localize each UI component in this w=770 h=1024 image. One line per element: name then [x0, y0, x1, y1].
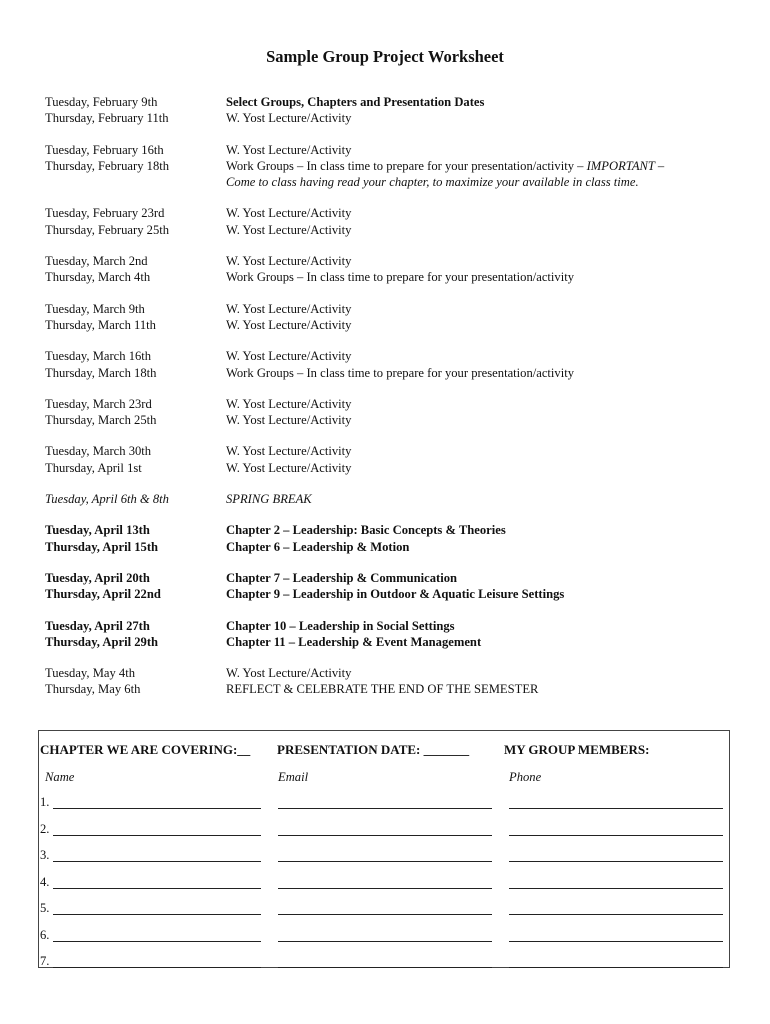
activity: W. Yost Lecture/Activity — [226, 413, 352, 428]
schedule-row — [45, 491, 745, 507]
schedule-row — [45, 618, 745, 651]
activity: W. Yost Lecture/Activity — [226, 254, 352, 269]
activity: Chapter 2 – Leadership: Basic Concepts & Theories — [226, 523, 506, 538]
activity: W. Yost Lecture/Activity — [226, 317, 352, 332]
member-row — [39, 848, 729, 864]
phone-blank[interactable] — [509, 808, 723, 809]
date: Tuesday, February 9th — [45, 95, 158, 109]
date: Tuesday, February 16th — [45, 142, 164, 157]
phone-blank[interactable] — [509, 835, 723, 836]
email-blank[interactable] — [278, 861, 492, 862]
schedule-row — [45, 301, 745, 334]
date: Tuesday, April 6th & 8th — [45, 492, 169, 507]
activity: Work Groups – In class time to prepare for your presentation/activity — [226, 270, 575, 285]
row-number: 5. — [40, 901, 50, 915]
activity: W. Yost Lecture/Activity — [226, 349, 352, 364]
date: Thursday, March 11th — [45, 317, 156, 332]
activity: W. Yost Lecture/Activity — [226, 444, 352, 459]
email-blank[interactable] — [278, 808, 492, 809]
name-blank[interactable] — [53, 888, 261, 889]
date: Thursday, March 18th — [45, 365, 157, 380]
email-blank[interactable] — [278, 888, 492, 889]
date: Thursday, February 18th — [45, 158, 170, 173]
activity: W. Yost Lecture/Activity — [226, 396, 352, 411]
group-members-form — [38, 730, 730, 968]
schedule-row — [45, 253, 745, 286]
row-number: 2. — [40, 821, 50, 836]
date: Thursday, March 4th — [45, 270, 151, 285]
schedule — [45, 94, 745, 713]
activity: SPRING BREAK — [226, 492, 312, 507]
member-row — [39, 901, 729, 917]
activity: Work Groups – In class time to prepare for your presentation/activity – — [226, 158, 587, 173]
name-column-label: Name — [45, 770, 75, 784]
phone-blank[interactable] — [509, 888, 723, 889]
chapter-label: CHAPTER WE ARE COVERING:__ — [40, 742, 251, 757]
date: Tuesday, March 2nd — [45, 254, 148, 269]
date: Tuesday, April 27th — [45, 618, 150, 633]
name-blank[interactable] — [53, 808, 261, 809]
phone-blank[interactable] — [509, 914, 723, 915]
phone-column-label: Phone — [509, 770, 542, 784]
date: Thursday, February 25th — [45, 222, 170, 237]
member-row — [39, 928, 729, 944]
activity: Chapter 10 – Leadership in Social Settings — [226, 618, 455, 633]
row-number: 7. — [40, 954, 50, 968]
activity: REFLECT & CELEBRATE THE END OF THE SEMESTER — [226, 682, 539, 697]
member-row — [39, 822, 729, 838]
activity: W. Yost Lecture/Activity — [226, 666, 352, 681]
activity: Chapter 11 – Leadership & Event Management — [226, 634, 482, 649]
date: Thursday, May 6th — [45, 682, 141, 697]
activity: Chapter 6 – Leadership & Motion — [226, 539, 410, 554]
email-blank[interactable] — [278, 835, 492, 836]
date: Tuesday, March 16th — [45, 349, 152, 364]
activity: Select Groups, Chapters and Presentation Dates — [226, 95, 485, 109]
name-blank[interactable] — [53, 835, 261, 836]
activity: W. Yost Lecture/Activity — [226, 142, 352, 157]
name-blank[interactable] — [53, 861, 261, 862]
schedule-row — [45, 665, 745, 698]
schedule-row — [45, 570, 745, 603]
presentation-date-label: PRESENTATION DATE: _______ — [277, 742, 470, 757]
activity: W. Yost Lecture/Activity — [226, 111, 352, 126]
date: Tuesday, March 30th — [45, 444, 152, 459]
row-number: 4. — [40, 874, 50, 889]
group-members-label: MY GROUP MEMBERS: — [504, 742, 650, 757]
date: Thursday, April 15th — [45, 539, 159, 554]
important-note: IMPORTANT – — [586, 158, 665, 173]
email-blank[interactable] — [278, 914, 492, 915]
name-blank[interactable] — [53, 967, 261, 968]
phone-blank[interactable] — [509, 861, 723, 862]
date: Thursday, February 11th — [45, 111, 169, 126]
date: Tuesday, February 23rd — [45, 206, 165, 221]
member-row — [39, 954, 729, 970]
row-number: 6. — [40, 927, 50, 942]
activity: W. Yost Lecture/Activity — [226, 206, 352, 221]
activity: W. Yost Lecture/Activity — [226, 222, 352, 237]
date: Tuesday, April 20th — [45, 570, 150, 585]
email-column-label: Email — [278, 770, 309, 784]
date: Tuesday, March 9th — [45, 301, 145, 316]
phone-blank[interactable] — [509, 941, 723, 942]
schedule-row — [45, 443, 745, 476]
activity-line — [226, 158, 745, 174]
phone-blank[interactable] — [509, 967, 723, 968]
name-blank[interactable] — [53, 914, 261, 915]
date: Tuesday, May 4th — [45, 666, 136, 681]
row-number: 1. — [40, 795, 50, 809]
name-blank[interactable] — [53, 941, 261, 942]
activity: Work Groups – In class time to prepare for your presentation/activity — [226, 365, 575, 380]
email-blank[interactable] — [278, 967, 492, 968]
date: Tuesday, March 23rd — [45, 396, 152, 411]
row-number: 3. — [40, 848, 50, 862]
activity: Chapter 9 – Leadership in Outdoor & Aquatic Leisure Settings — [226, 587, 565, 602]
activity: Come to class having read your chapter, to maximize your available in class time. — [226, 175, 639, 190]
date: Thursday, April 1st — [45, 460, 142, 475]
activity: W. Yost Lecture/Activity — [226, 301, 352, 316]
activity: W. Yost Lecture/Activity — [226, 460, 352, 475]
date: Thursday, April 29th — [45, 634, 159, 649]
page-title: Sample Group Project Worksheet — [266, 47, 504, 66]
schedule-row — [45, 94, 745, 127]
date: Tuesday, April 13th — [45, 523, 150, 538]
schedule-row — [45, 522, 745, 555]
date: Thursday, April 22nd — [45, 587, 161, 602]
member-row — [39, 875, 729, 891]
schedule-row — [45, 348, 745, 381]
date: Thursday, March 25th — [45, 413, 157, 428]
member-row — [39, 795, 729, 811]
activity: Chapter 7 – Leadership & Communication — [226, 570, 458, 585]
email-blank[interactable] — [278, 941, 492, 942]
schedule-row — [45, 396, 745, 429]
schedule-row — [45, 142, 745, 191]
schedule-row — [45, 205, 745, 238]
